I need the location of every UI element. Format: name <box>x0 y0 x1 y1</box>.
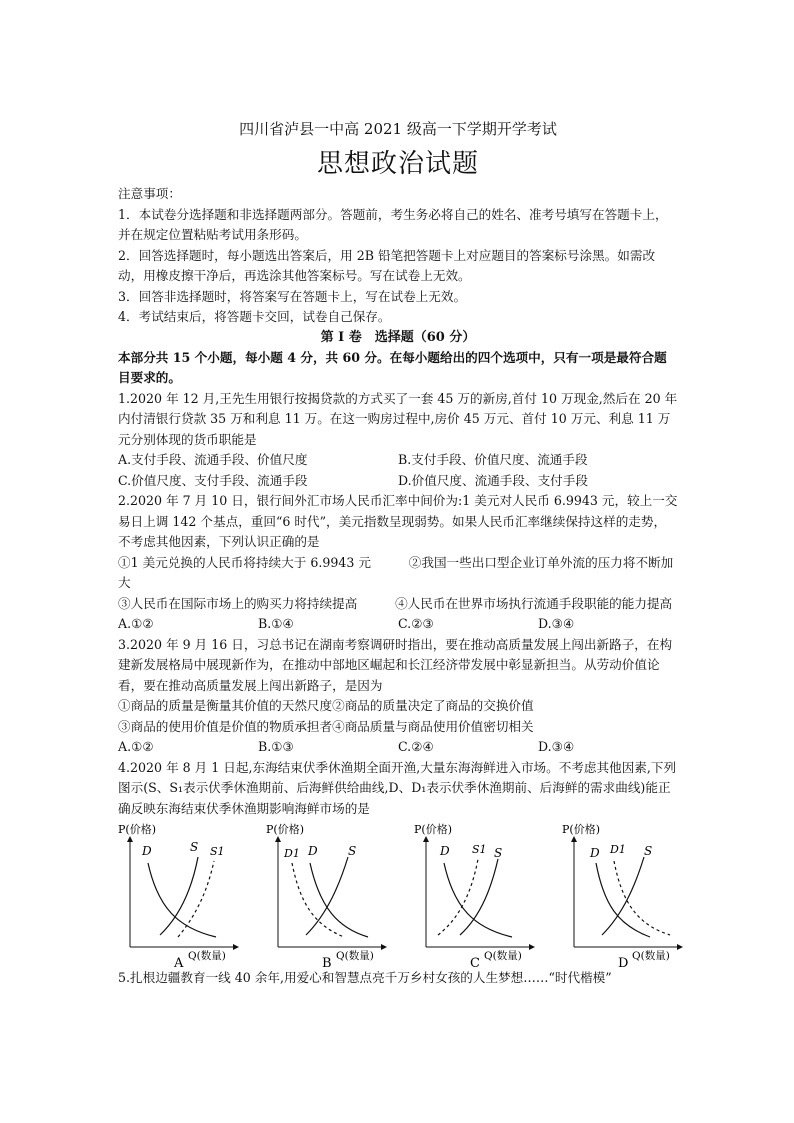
graph-b <box>266 823 404 968</box>
supply-demand-graphs <box>118 823 700 968</box>
graph-option-label: C <box>470 956 480 968</box>
option-a: A.①② <box>118 739 154 754</box>
curve-label: D <box>590 846 600 860</box>
option-row <box>118 737 678 758</box>
option-row <box>118 614 678 635</box>
y-axis-label: P(价格) <box>414 823 452 836</box>
y-axis-label: P(价格) <box>266 823 304 836</box>
curve-label: D <box>142 844 152 858</box>
option-row <box>118 471 678 492</box>
option-a: A.①② <box>118 616 154 631</box>
option-d: D.③④ <box>538 616 575 631</box>
graph-a <box>118 823 256 968</box>
curve-label: S <box>190 840 199 854</box>
x-axis-label: Q(数量) <box>632 950 670 962</box>
option-a: A.支付手段、流通手段、价值尺度 <box>118 452 308 467</box>
school-title: 四川省泸县一中高 2021 级高一下学期开学考试 <box>239 120 557 138</box>
option-b: B.①③ <box>258 739 294 754</box>
curve-label: D <box>440 844 450 858</box>
graph-option-label: A <box>174 956 184 968</box>
graph-option-label: D <box>618 956 629 968</box>
curve-label: S <box>348 844 357 858</box>
curve-label: D1 <box>284 847 300 860</box>
curve-label: D <box>308 844 318 858</box>
graph-c <box>414 823 552 968</box>
option-b: B.①④ <box>258 616 294 631</box>
notice-item: 2．回答选择题时，每小题选出答案后，用 2B 铅笔把答题卡上对应题目的答案标号涂黑。如需改动，用橡皮擦干净后，再选涂其他答案标号。写在试卷上无效。 <box>118 247 656 283</box>
option-c: C.②③ <box>398 616 434 631</box>
statement: ③商品的使用价值是价值的物质承担者④商品质量与商品使用价值密切相关 <box>118 718 534 734</box>
curve-label: S <box>644 844 653 858</box>
question-stem: 5.扎根边疆教育一线 40 余年,用爱心和智慧点亮千万乡村女孩的人生梦想……“时代楷模” <box>118 970 612 985</box>
y-axis-label: P(价格) <box>562 823 600 836</box>
x-axis-label: Q(数量) <box>188 950 226 962</box>
curve-label: S <box>494 846 503 860</box>
option-c: C.②④ <box>398 739 434 754</box>
option-b: B.支付手段、价值尺度、流通手段 <box>398 452 588 467</box>
graph-option-label: B <box>322 956 332 968</box>
statement: ③人民币在国际市场上的购买力将持续提高 ④人民币在世界市场执行流通手段职能的能力提高 <box>118 595 673 611</box>
subject-title: 思想政治试题 <box>316 149 479 179</box>
section-title: 第 I 卷 选择题（60 分） <box>320 329 476 345</box>
question-stem: 1.2020 年 12 月,王先生用银行按揭贷款的方式买了一套 45 万的新房,首付 10 万现金,然后在 20 年内付清银行贷款 35 万和利息 11 万。在这一购房过程中,房价 45 万元、首付 10 万元、利息 11 万元分别体现的货币职能是 <box>118 390 678 447</box>
statement: ①1 美元兑换的人民币将持续大于 6.9943 元 ②我国一些出口型企业订单外流的压力将不断加大 <box>118 554 674 590</box>
question-stem: 2.2020 年 7 月 10 日，银行间外汇市场人民币汇率中间价为:1 美元对人民币 6.9943 元，较上一交易日上调 142 个基点，重回“6 时代”，美元指数呈现弱势。如果人民币汇率继续保持这样的走势，不考虑其他因素，下列认识正确的是 <box>118 493 678 549</box>
notice-item: 4．考试结束后，将答题卡交回，试卷自己保存。 <box>118 309 391 324</box>
question-stem: 4.2020 年 8 月 1 日起,东海结束伏季休渔期全面开渔,大量东海海鲜进入市场。不考虑其他因素,下列图示(S、S₁表示伏季休渔期前、后海鲜供给曲线,D、D₁表示伏季休渔期前、后海鲜的需求曲线)能正确反映东海结束伏季休渔期影响海鲜市场的是 <box>118 759 677 816</box>
graph-d <box>562 823 700 968</box>
option-row <box>118 450 678 471</box>
question-stem: 3.2020 年 9 月 16 日，习总书记在湖南考察调研时指出，要在推动高质量发展上闯出新路子，在构建新发展格局中展现新作为，在推动中部地区崛起和长江经济带发展中彰显新担当。从劳动价值论看，要在推动高质量发展上闯出新路子，是因为 <box>118 636 673 693</box>
option-c: C.价值尺度、支付手段、流通手段 <box>118 472 308 488</box>
y-axis-label: P(价格) <box>118 823 156 836</box>
option-d: D.③④ <box>538 739 575 754</box>
exam-page <box>118 118 678 989</box>
notice-item: 3．回答非选择题时，将答案写在答题卡上，写在试卷上无效。 <box>118 288 467 304</box>
x-axis-label: Q(数量) <box>336 950 374 962</box>
notice-heading: 注意事项： <box>118 186 181 201</box>
curve-label: S1 <box>210 845 225 858</box>
notice-item: 1．本试卷分选择题和非选择题两部分。答题前，考生务必将自己的姓名、准考号填写在答题卡上，并在规定位置粘贴考试用条形码。 <box>118 206 668 242</box>
curve-label: D1 <box>610 843 626 856</box>
statement: ①商品的质量是衡量其价值的天然尺度②商品的质量决定了商品的交换价值 <box>118 698 534 713</box>
option-d: D.价值尺度、流通手段、支付手段 <box>398 472 588 488</box>
section-instruction: 本部分共 15 个小题，每小题 4 分，共 60 分。在每小题给出的四个选项中，只有一项是最符合题目要求的。 <box>118 349 667 385</box>
curve-label: S1 <box>472 843 487 856</box>
x-axis-label: Q(数量) <box>484 950 522 962</box>
